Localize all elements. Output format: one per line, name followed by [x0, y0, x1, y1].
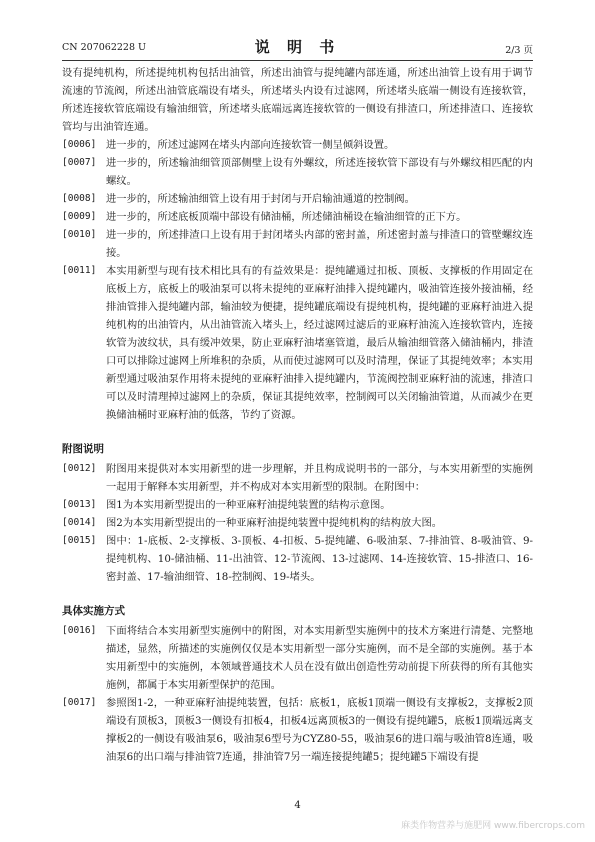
paragraph-number: [0006] [62, 139, 97, 150]
paragraph-0014 [62, 514, 533, 532]
paragraph-text: 进一步的，所述排渣口上设有用于封闭堵头内部的密封盖，所述密封盖与排渣口的管壁螺纹连接。 [106, 229, 533, 259]
paragraph-0009 [62, 208, 533, 226]
section-title-figures: 附图说明 [62, 443, 104, 455]
paragraph-0006 [62, 136, 533, 154]
paragraph-0016 [62, 622, 533, 694]
paragraph-text: 图2为本实用新型提出的一种亚麻籽油提纯装置中提纯机构的结构放大图。 [106, 517, 443, 529]
header-divider [62, 60, 533, 61]
paragraph-0010 [62, 226, 533, 262]
paragraph-0015 [62, 532, 533, 586]
section-title-embodiment: 具体实施方式 [62, 605, 125, 617]
paragraph-number: [0007] [62, 157, 97, 168]
page-header [62, 36, 533, 56]
paragraph-number: [0012] [62, 463, 97, 474]
paragraph-text: 下面将结合本实用新型实施例中的附图，对本实用新型实施例中的技术方案进行清楚、完整地描述，显然，所描述的实施例仅仅是本实用新型一部分实施例，而不是全部的实施例。基于本实用新型中的实施例，本领域普通技术人员在没有做出创造性劳动前提下所获得的所有其他实施例，都属于本实用新型保护的范围。 [106, 625, 533, 691]
paragraph-0017 [62, 694, 533, 766]
paragraph-number: [0011] [62, 265, 97, 276]
paragraph-0008 [62, 190, 533, 208]
paragraph-number: [0015] [62, 535, 97, 546]
paragraph-number: [0016] [62, 625, 97, 636]
paragraph-number: [0017] [62, 697, 97, 708]
doc-number: CN 207062228 U [62, 42, 147, 53]
paragraph-text: 进一步的，所述过滤网在堵头内部向连接软管一侧呈倾斜设置。 [106, 139, 395, 151]
paragraph-number: [0009] [62, 211, 97, 222]
watermark: 麻类作物营养与施肥网 www.fibercrops.com [401, 821, 585, 831]
page-number: 4 [294, 800, 301, 811]
intro-continuation: 设有提纯机构，所述提纯机构包括出油管，所述出油管与提纯罐内部连通，所述出油管上设有用于调节流速的节流阀，所述出油管底端设有堵头，所述堵头内设有过滤网，所述堵头底端一侧设有连接软管，所述连接软管底端设有输油细管，所述堵头底端远离连接软管的一侧设有排渣口，所述排渣口、连接软管均与出油管连通。 [62, 67, 533, 133]
paragraph-number: [0008] [62, 193, 97, 204]
paragraph-text: 图1为本实用新型提出的一种亚麻籽油提纯装置的结构示意图。 [106, 499, 391, 511]
paragraph-text: 附图用来提供对本实用新型的进一步理解，并且构成说明书的一部分，与本实用新型的实施例一起用于解释本实用新型，并不构成对本实用新型的限制。在附图中： [106, 463, 533, 493]
paragraph-text: 进一步的，所述底板顶端中部设有储油桶，所述储油桶设在输油细管的正下方。 [106, 211, 467, 223]
doc-title: 说 明 书 [254, 38, 341, 56]
paragraph-text: 进一步的，所述输油细管上设有用于封闭与开启输油通道的控制阀。 [106, 193, 415, 205]
page-info: 2/3 页 [505, 45, 533, 56]
paragraph-text: 图中：1-底板、2-支撑板、3-顶板、4-扣板、5-提纯罐、6-吸油泵、7-排油管、8-吸油管、9-提纯机构、10-储油桶、11-出油管、12-节流阀、13-过滤网、14-连接软管、15-排渣口、16-密封盖、17-输油细管、18-控制阀、19-堵头。 [106, 535, 533, 583]
paragraph-0013 [62, 496, 533, 514]
paragraph-text: 进一步的，所述输油细管顶部侧壁上设有外螺纹，所述连接软管下部设有与外螺纹相匹配的内螺纹。 [106, 157, 533, 187]
paragraph-0007 [62, 154, 533, 190]
document-body [62, 64, 533, 766]
paragraph-0011 [62, 262, 533, 424]
paragraph-number: [0010] [62, 229, 97, 240]
paragraph-number: [0014] [62, 517, 97, 528]
paragraph-text: 本实用新型与现有技术相比具有的有益效果是：提纯罐通过扣板、顶板、支撑板的作用固定在底板上方，底板上的吸油泵可以将未提纯的亚麻籽油排入提纯罐内，吸油管连接外接油桶，经排油管排入提纯罐内部，输油较为便捷，提纯罐底端设有提纯机构，提纯罐的亚麻籽油进入提纯机构的出油管内，从出油管流入堵头上，经过滤网过滤后的亚麻籽油流入连接软管内，连接软管为波纹状，具有缓冲效果，防止亚麻籽油堵塞管道，最后从输油细管落入储油桶内，排渣口可以排除过滤网上所堆积的杂质，从而使过滤网可以及时清理，保证了其提纯效率；本实用新型通过吸油泵作用将未提纯的亚麻籽油排入提纯罐内，节流阀控制亚麻籽油的流速，排渣口可以及时清理掉过滤网上的杂质，保证其提纯效率，控制阀可以关闭输油管道，从而减少在更换储油桶时亚麻籽油的低落，节约了资源。 [106, 265, 533, 421]
paragraph-0012 [62, 460, 533, 496]
paragraph-number: [0013] [62, 499, 97, 510]
paragraph-text: 参照图1-2，一种亚麻籽油提纯装置，包括：底板1，底板1顶端一侧设有支撑板2，支撑板2顶端设有顶板3，顶板3一侧设有扣板4，扣板4远离顶板3的一侧设有提纯罐5，底板1顶端远离支撑板2的一侧设有吸油泵6，吸油泵6型号为CYZ80-55，吸油泵6的进口端与吸油管8连通，吸油泵6的出口端与排油管7连通，排油管7另一端连接提纯罐5；提纯罐5下端设有提 [106, 697, 533, 763]
